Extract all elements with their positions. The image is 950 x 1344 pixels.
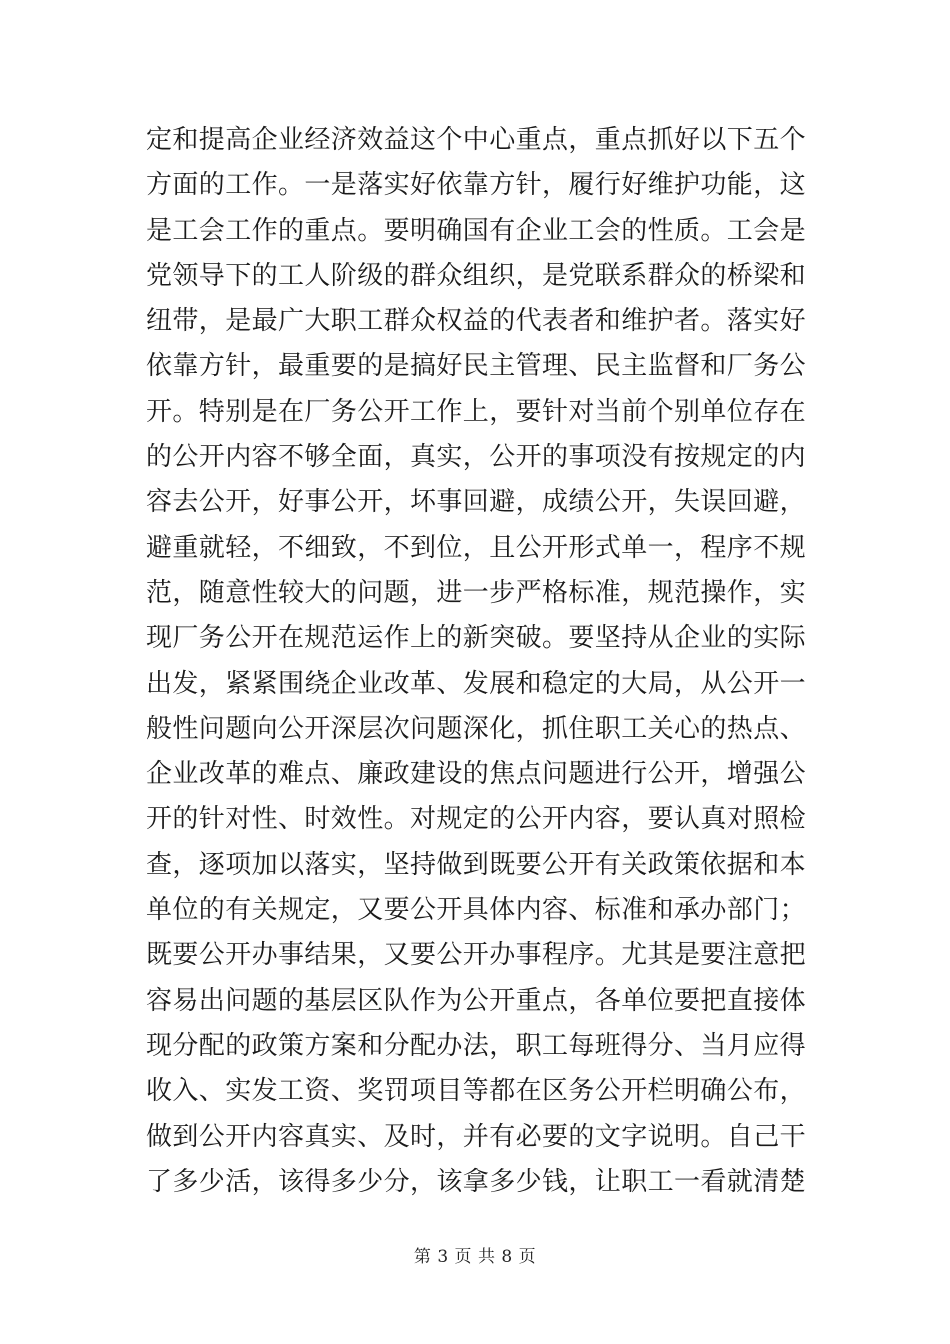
text-line: 收入、实发工资、奖罚项目等都在区务公开栏明确公布， bbox=[146, 1076, 807, 1107]
text-line: 依靠方针，最重要的是搞好民主管理、民主监督和厂务公 bbox=[146, 351, 807, 382]
text-line: 容去公开，好事公开，坏事回避，成绩公开，失误回避， bbox=[146, 487, 807, 518]
page-number-footer: 第 3 页 共 8 页 bbox=[413, 1247, 537, 1267]
text-line: 现厂务公开在规范运作上的新突破。要坚持从企业的实际 bbox=[146, 623, 807, 654]
text-line: 开的针对性、时效性。对规定的公开内容，要认真对照检 bbox=[146, 804, 807, 835]
text-line: 单位的有关规定，又要公开具体内容、标准和承办部门； bbox=[146, 895, 807, 926]
text-line: 定和提高企业经济效益这个中心重点，重点抓好以下五个 bbox=[146, 125, 807, 155]
text-line: 的公开内容不够全面，真实，公开的事项没有按规定的内 bbox=[146, 442, 807, 473]
text-line: 党领导下的工人阶级的群众组织，是党联系群众的桥梁和 bbox=[146, 260, 807, 291]
body-paragraph bbox=[146, 118, 806, 1205]
text-line: 是工会工作的重点。要明确国有企业工会的性质。工会是 bbox=[146, 215, 807, 246]
text-line: 般性问题向公开深层次问题深化，抓住职工关心的热点、 bbox=[146, 713, 807, 744]
text-line: 纽带，是最广大职工群众权益的代表者和维护者。落实好 bbox=[146, 306, 807, 337]
text-line: 企业改革的难点、廉政建设的焦点问题进行公开，增强公 bbox=[146, 759, 807, 790]
text-line: 现分配的政策方案和分配办法，职工每班得分、当月应得 bbox=[146, 1030, 807, 1061]
text-line: 范，随意性较大的问题，进一步严格标准，规范操作，实 bbox=[146, 577, 807, 608]
text-line: 避重就轻，不细致，不到位，且公开形式单一，程序不规 bbox=[146, 532, 807, 563]
text-line: 了多少活，该得多少分，该拿多少钱，让职工一看就清楚 bbox=[146, 1166, 807, 1197]
text-line: 容易出问题的基层区队作为公开重点，各单位要把直接体 bbox=[146, 985, 807, 1016]
text-line: 查，逐项加以落实，坚持做到既要公开有关政策依据和本 bbox=[146, 849, 807, 880]
text-line: 出发，紧紧围绕企业改革、发展和稳定的大局，从公开一 bbox=[146, 668, 807, 699]
text-line: 既要公开办事结果，又要公开办事程序。尤其是要注意把 bbox=[146, 940, 807, 971]
text-line: 开。特别是在厂务公开工作上，要针对当前个别单位存在 bbox=[146, 396, 807, 427]
text-line: 做到公开内容真实、及时，并有必要的文字说明。自己干 bbox=[146, 1121, 807, 1152]
text-line: 方面的工作。一是落实好依靠方针，履行好维护功能，这 bbox=[146, 170, 807, 201]
